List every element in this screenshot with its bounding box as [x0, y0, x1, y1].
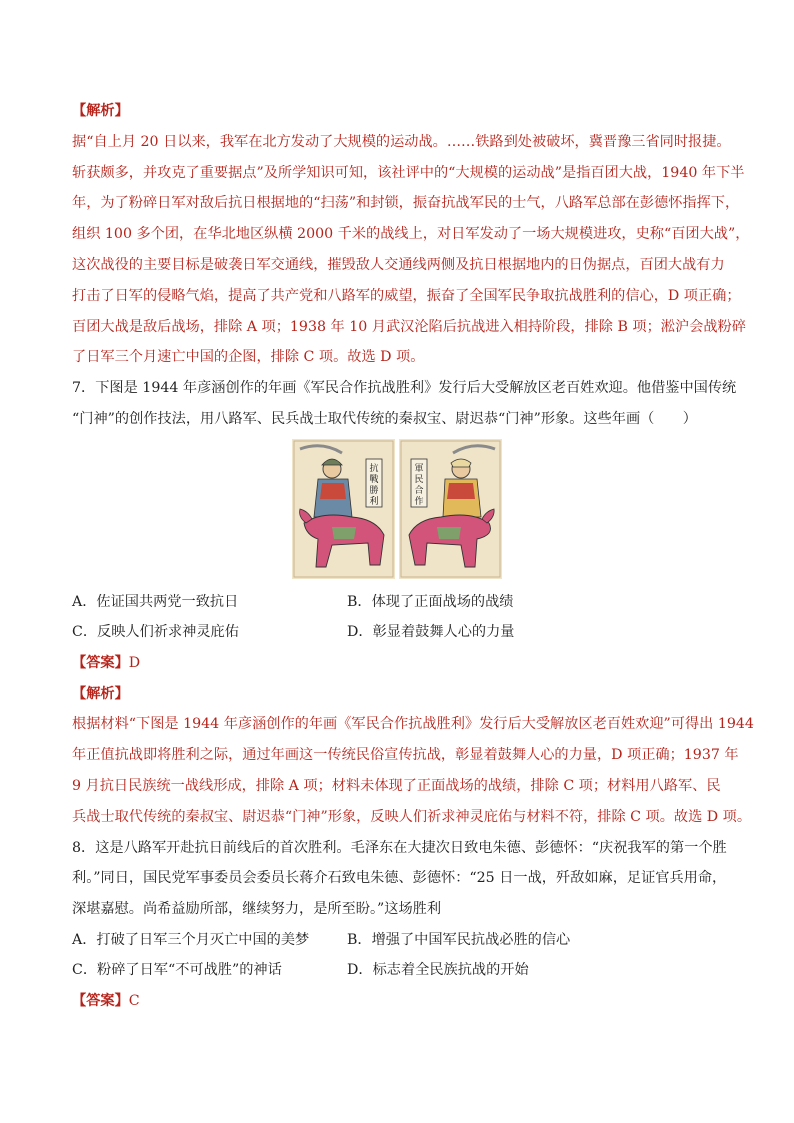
analysis-tag: 【解析】 — [72, 103, 129, 119]
analysis-body — [72, 127, 750, 373]
question-line: 深堪嘉慰。尚希益励所部，继续努力，是所至盼。”这场胜利 — [72, 901, 442, 918]
analysis-line: 据“自上月 20 日以来，我军在北方发动了大规模的运动战。……铁路到处被破坏，冀晋豫三省同时报捷。 — [72, 133, 731, 150]
banner-char: 勝 — [369, 485, 379, 496]
banner-char: 戰 — [369, 474, 379, 485]
analysis-line: 百团大战是敌后战场，排除 A 项；1938 年 10 月武汉沦陷后抗战进入相持阶段，排除 B 项；淞沪会战粉碎 — [72, 318, 746, 335]
question-line: 利。”同日，国民党军事委员会委员长蒋介石致电朱德、彭德怀：“25 日一战，歼敌如麻，足证官兵用命， — [72, 870, 727, 887]
answer-value: D — [128, 654, 141, 671]
question-7-stem — [72, 373, 737, 435]
answer-value: C — [128, 992, 140, 1009]
analysis-line: 兵战士取代传统的秦叔宝、尉迟恭“门神”形象，反映人们祈求神灵庇佑与材料不符，排除 C 项。故选 D 项。 — [72, 808, 752, 825]
banner-char: 合 — [414, 485, 424, 496]
door-god-painting-right — [399, 439, 502, 579]
question-line: “门神”的创作技法，用八路军、民兵战士取代传统的秦叔宝、尉迟恭“门神”形象。这些年画（ ） — [72, 410, 697, 427]
analysis-line: 年，为了粉碎日军对敌后抗日根据地的“扫荡”和封锁，振奋抗战军民的士气，八路军总部在彭德怀指挥下， — [72, 195, 740, 212]
answer-tag: 【答案】 — [72, 654, 129, 671]
door-god-painting-left — [292, 439, 395, 579]
document-page — [72, 96, 754, 1017]
answer-line — [72, 986, 722, 1017]
question-line: 7．下图是 1944 年彦涵创作的年画《军民合作抗战胜利》发行后大受解放区老百姓欢迎。他借鉴中国传统 — [72, 380, 737, 397]
analysis-line: 年正值抗战即将胜利之际，通过年画这一传统民俗宣传抗战，彰显着鼓舞人心的力量，D 项正确；1937 年 — [72, 747, 739, 764]
options-row — [72, 587, 722, 618]
analysis-line: 这次战役的主要目标是破袭日军交通线，摧毁敌人交通线两侧及抗日根据地内的日伪据点，百团大战有力 — [72, 256, 725, 273]
option-d: D．标志着全民族抗战的开始 — [347, 962, 529, 979]
banner-char: 軍 — [414, 463, 424, 474]
option-b: B．增强了中国军民抗战必胜的信心 — [347, 931, 571, 948]
banner-char: 抗 — [369, 463, 379, 474]
option-d: D．彰显着鼓舞人心的力量 — [347, 624, 515, 641]
option-c: C．反映人们祈求神灵庇佑 — [72, 624, 239, 641]
option-c: C．粉碎了日军“不可战胜”的神话 — [72, 962, 282, 979]
analysis-line: 根据材料“下图是 1944 年彦涵创作的年画《军民合作抗战胜利》发行后大受解放区老百姓欢迎”可得出 1944 — [72, 716, 754, 733]
answer-tag: 【答案】 — [72, 992, 129, 1009]
analysis-body — [72, 709, 754, 832]
banner-char: 利 — [369, 496, 379, 507]
answer-line — [72, 648, 722, 679]
analysis-line: 组织 100 多个团，在华北地区纵横 2000 千米的战线上，对日军发动了一场大规模进攻，史称“百团大战”， — [72, 226, 750, 243]
options-row — [72, 617, 722, 648]
banner-char: 作 — [414, 496, 424, 507]
options-row — [72, 955, 722, 986]
analysis-line: 斩获颇多，并攻克了重要据点”及所学知识可知，该社评中的“大规模的运动战”是指百团大战，1940 年下半 — [72, 164, 745, 181]
analysis-line: 打击了日军的侵略气焰，提高了共产党和八路军的威望，振奋了全国军民争取抗战胜利的信心，D 项正确； — [72, 287, 741, 304]
banner-char: 民 — [414, 474, 424, 485]
analysis-line: 9 月抗日民族统一战线形成，排除 A 项；材料未体现了正面战场的战绩，排除 C 项；材料用八路军、民 — [72, 777, 721, 794]
question-8-stem — [72, 833, 727, 925]
option-a: A．佐证国共两党一致抗日 — [72, 593, 239, 610]
option-a: A．打破了日军三个月灭亡中国的美梦 — [72, 931, 310, 948]
analysis-tag: 【解析】 — [72, 685, 129, 702]
option-b: B．体现了正面战场的战绩 — [347, 593, 514, 610]
options-row — [72, 925, 722, 956]
question-line: 8．这是八路军开赴抗日前线后的首次胜利。毛泽东在大捷次日致电朱德、彭德怀：“庆祝我军的第一个胜 — [72, 839, 727, 856]
analysis-line: 了日军三个月速亡中国的企图，排除 C 项。故选 D 项。 — [72, 349, 425, 366]
new-year-painting-figure — [72, 439, 722, 581]
